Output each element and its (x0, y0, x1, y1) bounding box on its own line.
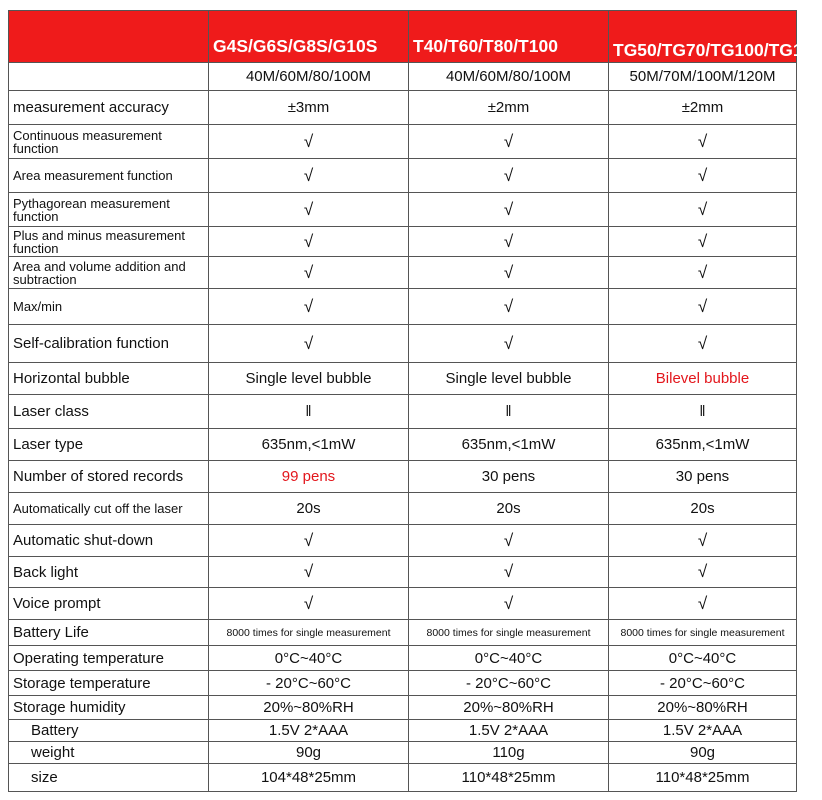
header-model-1: G4S/G6S/G8S/G10S (209, 11, 409, 63)
spec-row-auto-shutdown (9, 525, 797, 557)
spec-value: 8000 times for single measurement (609, 620, 797, 646)
spec-value: Single level bubble (209, 363, 409, 395)
spec-row-accuracy (9, 91, 797, 125)
spec-value: 20%~80%RH (409, 696, 609, 720)
spec-value: 1.5V 2*AAA (609, 720, 797, 742)
spec-label: weight (9, 742, 209, 764)
spec-value: 0°C~40°C (609, 646, 797, 671)
spec-label: Back light (9, 557, 209, 588)
spec-row-weight (9, 742, 797, 764)
spec-value-highlight: 99 pens (209, 461, 409, 493)
spec-value: 1.5V 2*AAA (409, 720, 609, 742)
spec-value: 30 pens (409, 461, 609, 493)
check-icon: √ (609, 525, 797, 557)
spec-value: 110*48*25mm (409, 764, 609, 792)
spec-row-operating-temperature (9, 646, 797, 671)
spec-label: Battery (9, 720, 209, 742)
check-icon: √ (209, 125, 409, 159)
spec-label: Battery Life (9, 620, 209, 646)
check-icon: √ (409, 125, 609, 159)
header-row (9, 11, 797, 63)
spec-value: - 20°C~60°C (409, 671, 609, 696)
spec-value: Single level bubble (409, 363, 609, 395)
check-icon: √ (209, 227, 409, 257)
check-icon: √ (609, 325, 797, 363)
spec-label: Area measurement function (9, 159, 209, 193)
range-value-2: 40M/60M/80/100M (409, 63, 609, 91)
spec-label: Automatic shut-down (9, 525, 209, 557)
check-icon: √ (209, 557, 409, 588)
spec-label: Self-calibration function (9, 325, 209, 363)
check-icon: √ (409, 557, 609, 588)
spec-row-max-min (9, 289, 797, 325)
check-icon: √ (609, 588, 797, 620)
spec-row-storage-humidity (9, 696, 797, 720)
spec-label: measurement accuracy (9, 91, 209, 125)
spec-value: 635nm,<1mW (609, 429, 797, 461)
spec-value: 635nm,<1mW (209, 429, 409, 461)
check-icon: √ (209, 588, 409, 620)
spec-row-laser-type (9, 429, 797, 461)
spec-label: Pythagorean measurement function (9, 193, 209, 227)
check-icon: √ (409, 193, 609, 227)
check-icon: √ (409, 325, 609, 363)
spec-value: - 20°C~60°C (609, 671, 797, 696)
check-icon: √ (609, 289, 797, 325)
spec-value: 110g (409, 742, 609, 764)
range-value-1: 40M/60M/80/100M (209, 63, 409, 91)
spec-label: size (9, 764, 209, 792)
spec-value: 20s (609, 493, 797, 525)
spec-value: 20s (209, 493, 409, 525)
spec-label: Operating temperature (9, 646, 209, 671)
check-icon: √ (609, 557, 797, 588)
spec-value: ±2mm (409, 91, 609, 125)
spec-label: Laser class (9, 395, 209, 429)
check-icon: √ (609, 125, 797, 159)
spec-value: 635nm,<1mW (409, 429, 609, 461)
spec-label: Number of stored records (9, 461, 209, 493)
spec-value-highlight: Bilevel bubble (609, 363, 797, 395)
spec-row-voice-prompt (9, 588, 797, 620)
spec-label: Voice prompt (9, 588, 209, 620)
check-icon: √ (209, 257, 409, 289)
spec-label: Max/min (9, 289, 209, 325)
spec-label: Automatically cut off the laser (9, 493, 209, 525)
header-model-2: T40/T60/T80/T100 (409, 11, 609, 63)
check-icon: √ (209, 159, 409, 193)
spec-value: 8000 times for single measurement (209, 620, 409, 646)
spec-row-continuous (9, 125, 797, 159)
spec-row-area-volume (9, 257, 797, 289)
spec-row-laser-class (9, 395, 797, 429)
spec-value: ‖ (409, 395, 609, 429)
range-value-3: 50M/70M/100M/120M (609, 63, 797, 91)
check-icon: √ (209, 289, 409, 325)
check-icon: √ (609, 159, 797, 193)
spec-row-horizontal-bubble (9, 363, 797, 395)
spec-label: Area and volume addition and subtraction (9, 257, 209, 289)
check-icon: √ (609, 227, 797, 257)
spec-value: ±3mm (209, 91, 409, 125)
spec-value: 0°C~40°C (409, 646, 609, 671)
check-icon: √ (609, 193, 797, 227)
spec-row-stored-records (9, 461, 797, 493)
spec-value: 30 pens (609, 461, 797, 493)
spec-row-area (9, 159, 797, 193)
spec-value: 90g (609, 742, 797, 764)
spec-value: 104*48*25mm (209, 764, 409, 792)
spec-value: 8000 times for single measurement (409, 620, 609, 646)
range-label (9, 63, 209, 91)
spec-value: 110*48*25mm (609, 764, 797, 792)
spec-value: 20s (409, 493, 609, 525)
check-icon: √ (609, 257, 797, 289)
spec-label: Laser type (9, 429, 209, 461)
check-icon: √ (209, 525, 409, 557)
check-icon: √ (409, 159, 609, 193)
spec-row-storage-temperature (9, 671, 797, 696)
spec-row-size (9, 764, 797, 792)
header-model-3: TG50/TG70/TG100/TG120 (609, 11, 797, 63)
check-icon: √ (209, 325, 409, 363)
spec-label: Plus and minus measurement function (9, 227, 209, 257)
check-icon: √ (409, 257, 609, 289)
spec-value: - 20°C~60°C (209, 671, 409, 696)
spec-value: ‖ (209, 395, 409, 429)
spec-row-plus-minus (9, 227, 797, 257)
spec-value: 1.5V 2*AAA (209, 720, 409, 742)
spec-value: ‖ (609, 395, 797, 429)
spec-row-back-light (9, 557, 797, 588)
spec-row-pythagorean (9, 193, 797, 227)
spec-value: 90g (209, 742, 409, 764)
spec-value: ±2mm (609, 91, 797, 125)
range-row (9, 63, 797, 91)
check-icon: √ (409, 588, 609, 620)
spec-label: Continuous measurement function (9, 125, 209, 159)
spec-value: 0°C~40°C (209, 646, 409, 671)
check-icon: √ (409, 289, 609, 325)
spec-value: 20%~80%RH (209, 696, 409, 720)
check-icon: √ (409, 227, 609, 257)
spec-row-self-calibration (9, 325, 797, 363)
check-icon: √ (409, 525, 609, 557)
spec-label: Storage humidity (9, 696, 209, 720)
spec-comparison-table (8, 10, 822, 792)
spec-value: 20%~80%RH (609, 696, 797, 720)
spec-row-battery-life (9, 620, 797, 646)
spec-label: Horizontal bubble (9, 363, 209, 395)
check-icon: √ (209, 193, 409, 227)
header-corner-cell (9, 11, 209, 63)
spec-label: Storage temperature (9, 671, 209, 696)
spec-row-laser-cutoff (9, 493, 797, 525)
spec-row-battery (9, 720, 797, 742)
